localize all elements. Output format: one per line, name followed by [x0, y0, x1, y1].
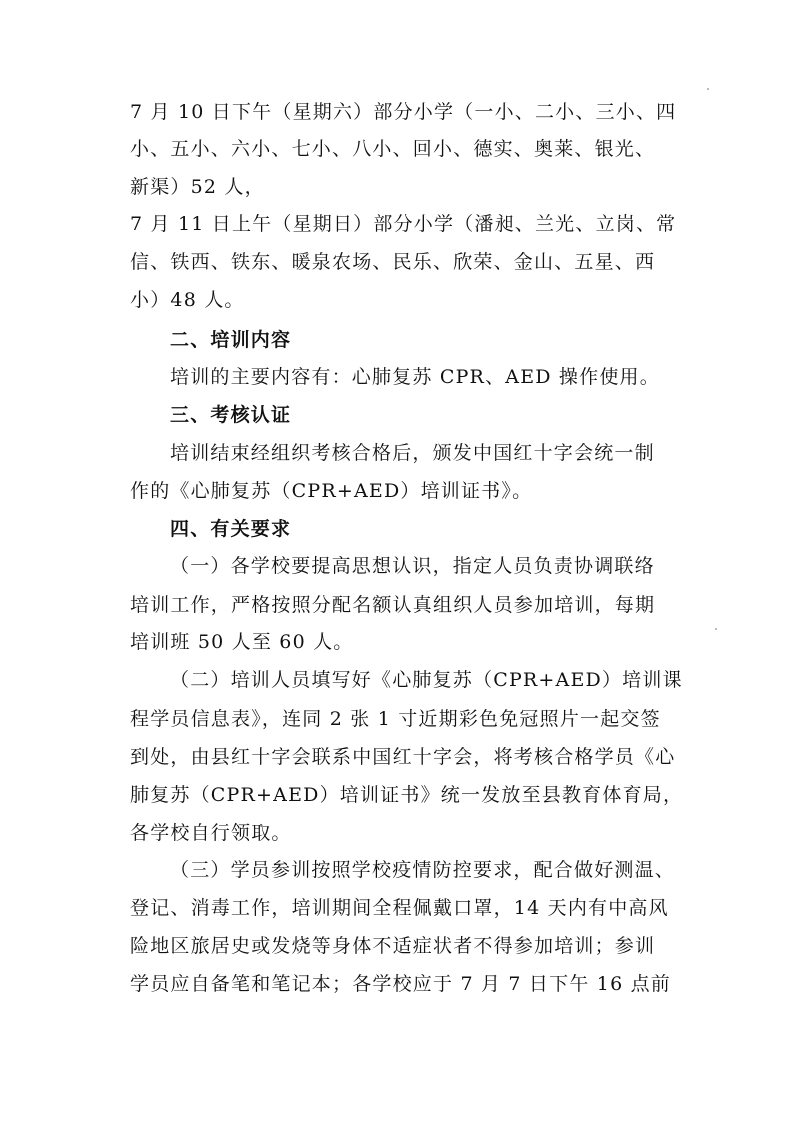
- text-line: 新渠）52 人，: [130, 176, 265, 198]
- section-heading: 四、有关要求: [170, 518, 292, 540]
- text-line: 各学校自行领取。: [130, 822, 292, 844]
- text-line: （一）各学校要提高思想认识，指定人员负责协调联络: [170, 555, 655, 577]
- section-heading: 三、考核认证: [170, 404, 292, 426]
- text-line: 小、五小、六小、七小、八小、回小、德实、奥莱、银光、: [130, 138, 656, 160]
- text-line: 小）48 人。: [130, 289, 245, 311]
- text-line: 培训的主要内容有：心肺复苏 CPR、AED 操作使用。: [170, 366, 660, 388]
- text-line: 作的《心肺复苏（CPR+AED）培训证书》。: [130, 480, 533, 502]
- text-line: 培训工作，严格按照分配名额认真组织人员参加培训，每期: [130, 594, 656, 616]
- text-line: 7 月 10 日下午（星期六）部分小学（一小、二小、三小、四: [130, 101, 677, 123]
- text-line: 7 月 11 日上午（星期日）部分小学（潘昶、兰光、立岗、常: [130, 213, 677, 235]
- text-line: 学员应自备笔和笔记本；各学校应于 7 月 7 日下午 16 点前: [130, 973, 671, 995]
- scan-speck: [707, 88, 709, 90]
- text-line: （三）学员参训按照学校疫情防控要求，配合做好测温、: [170, 859, 676, 881]
- text-line: 程学员信息表》，连同 2 张 1 寸近期彩色免冠照片一起交签: [130, 708, 661, 730]
- text-line: （二）培训人员填写好《心肺复苏（CPR+AED）培训课: [170, 669, 683, 691]
- scan-speck: [715, 628, 717, 630]
- text-line: 到处，由县红十字会联系中国红十字会，将考核合格学员《心: [130, 746, 676, 768]
- text-line: 培训结束经组织考核合格后，颁发中国红十字会统一制: [170, 442, 655, 464]
- text-line: 登记、消毒工作，培训期间全程佩戴口罩，14 天内有中高风: [130, 897, 669, 919]
- text-line: 险地区旅居史或发烧等身体不适症状者不得参加培训；参训: [130, 935, 656, 957]
- section-heading: 二、培训内容: [170, 329, 292, 351]
- text-line: 肺复苏（CPR+AED）培训证书》统一发放至县教育体育局，: [130, 784, 684, 806]
- text-line: 信、铁西、铁东、暖泉农场、民乐、欣荣、金山、五星、西: [130, 251, 656, 273]
- text-line: 培训班 50 人至 60 人。: [130, 631, 354, 653]
